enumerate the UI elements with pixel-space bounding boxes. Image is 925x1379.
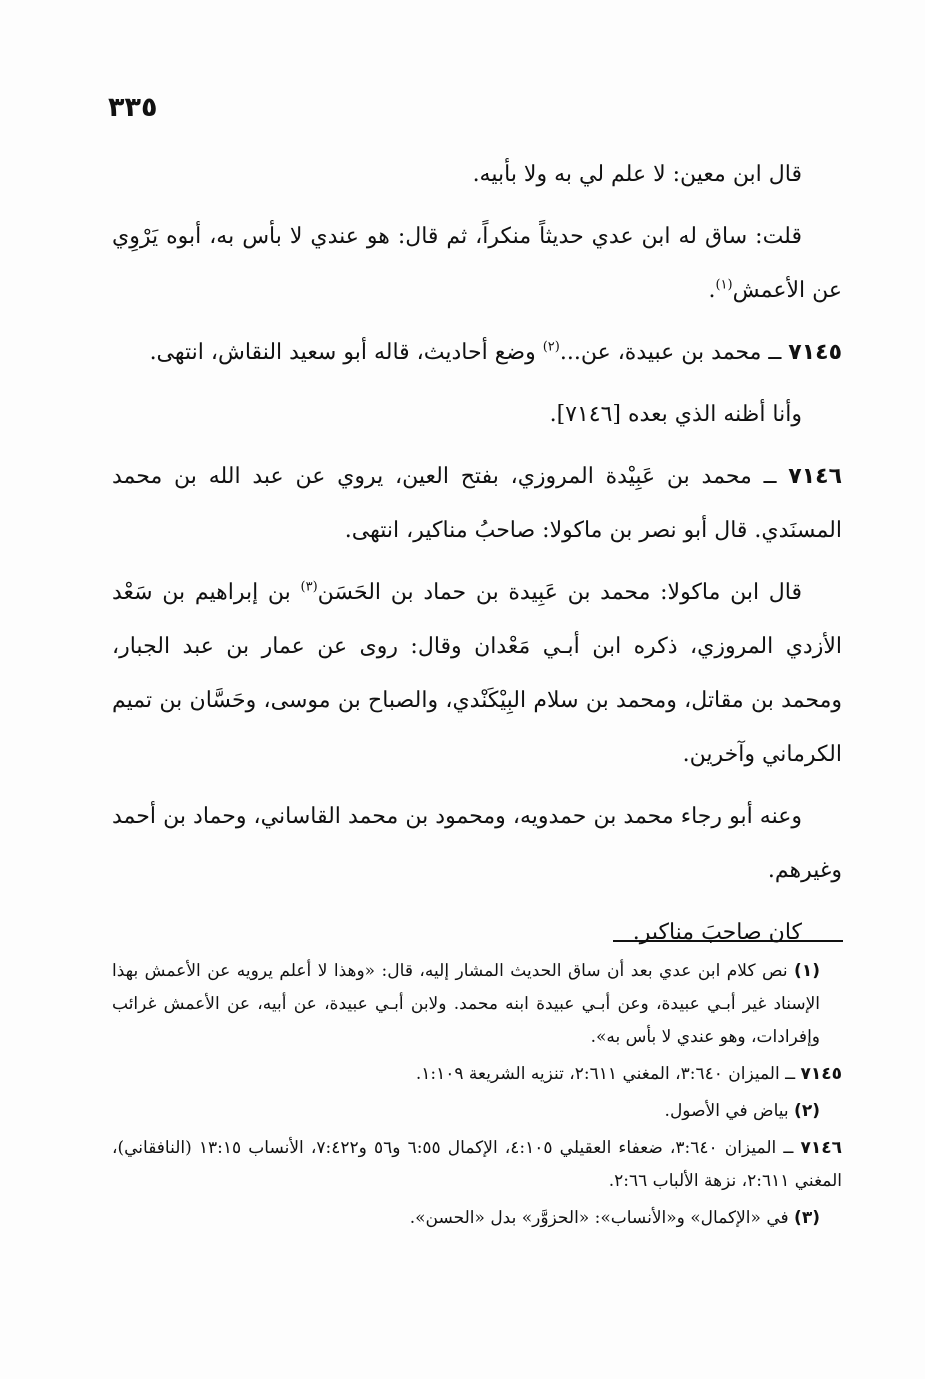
paragraph: قال ابن معين: لا علم لي به ولا بأبيه. xyxy=(472,162,802,187)
footnote: (٣) في «الإكمال» و«الأنساب»: «الحزوَّر» بدل «الحسن». xyxy=(409,1208,820,1228)
footnote-divider xyxy=(613,940,843,942)
footnote-ref: (٢) xyxy=(542,339,560,355)
entry-7145: ٧١٤٥ ــ محمد بن عبيدة، عن...$^{(٢)}$ وضع أحاديث، قاله أبو سعيد النقاش، انتهى. xyxy=(149,339,842,365)
entry-7146: ٧١٤٦ ــ محمد بن عَبِيْدة المروزي، بفتح العين، يروي عن عبد الله بن محمد المسنَدي. قال أبو نصر بن ماكولا: صاحبُ مناكير، انتهى. xyxy=(112,464,842,543)
paragraph: قلت: ساق له ابن عدي حديثاً منكراً، ثم قال: هو عندي لا بأس به، أبوه يَرْوِي عن الأعمش$^{(١)}$. xyxy=(112,224,842,303)
footnote-ref: (٣) xyxy=(300,579,318,595)
paragraph: قال ابن ماكولا: محمد بن عَبِيدة بن حماد بن الحَسَن$^{(٣)}$ بن إبراهيم بن سَعْد الأزدي المروزي، ذكره ابن أبـي مَعْدان وقال: روى عن عمار بن عبد الجبار، ومحمد بن مقاتل، ومحمد بن سلام البِيْكَنْدي، والصباح بن موسى، وحَسَّان بن تميم الكرماني وآخرين. xyxy=(112,579,842,767)
footnote: (١) نص كلام ابن عدي بعد أن ساق الحديث المشار إليه، قال: «وهذا لا أعلم يرويه عن الأعمش بهذا الإسناد غير أبـي عبيدة، وعن أبـي عبيدة ابنه محمد. ولابن أبـي عبيدة، عن أبيه، عن الأعمش غرائب وإفرادات، وهو عندي لا بأس به». xyxy=(112,961,820,1047)
footnote: (٢) بياض في الأصول. xyxy=(664,1101,820,1121)
footnote-source: ٧١٤٦ ــ الميزان ٣:٦٤٠، ضعفاء العقيلي ٤:١٠٥، الإكمال ٦:٥٥ و٥٦ و٧:٤٢٢، الأنساب ١٣:١٥ (النافقاني)، المغني ٢:٦١١، نزهة الألباب ٢:٦٦. xyxy=(112,1138,842,1191)
paragraph: وعنه أبو رجاء محمد بن حمدويه، ومحمود بن محمد القاساني، وحماد بن أحمد وغيرهم. xyxy=(112,804,842,883)
paragraph: كان صاحبَ مناكير. xyxy=(632,920,802,945)
page-number: ٣٣٥ xyxy=(108,92,158,123)
footnote-ref: (١) xyxy=(715,277,733,293)
entry-number: ٧١٤٦ xyxy=(788,464,842,489)
entry-number: ٧١٤٥ xyxy=(788,340,842,365)
main-text xyxy=(112,148,842,968)
footnote-source: ٧١٤٥ ــ الميزان ٣:٦٤٠، المغني ٢:٦١١، تنزيه الشريعة ١:١٠٩. xyxy=(415,1064,842,1084)
footnotes xyxy=(112,955,842,1239)
paragraph: وأنا أظنه الذي بعده [٧١٤٦]. xyxy=(549,402,802,427)
